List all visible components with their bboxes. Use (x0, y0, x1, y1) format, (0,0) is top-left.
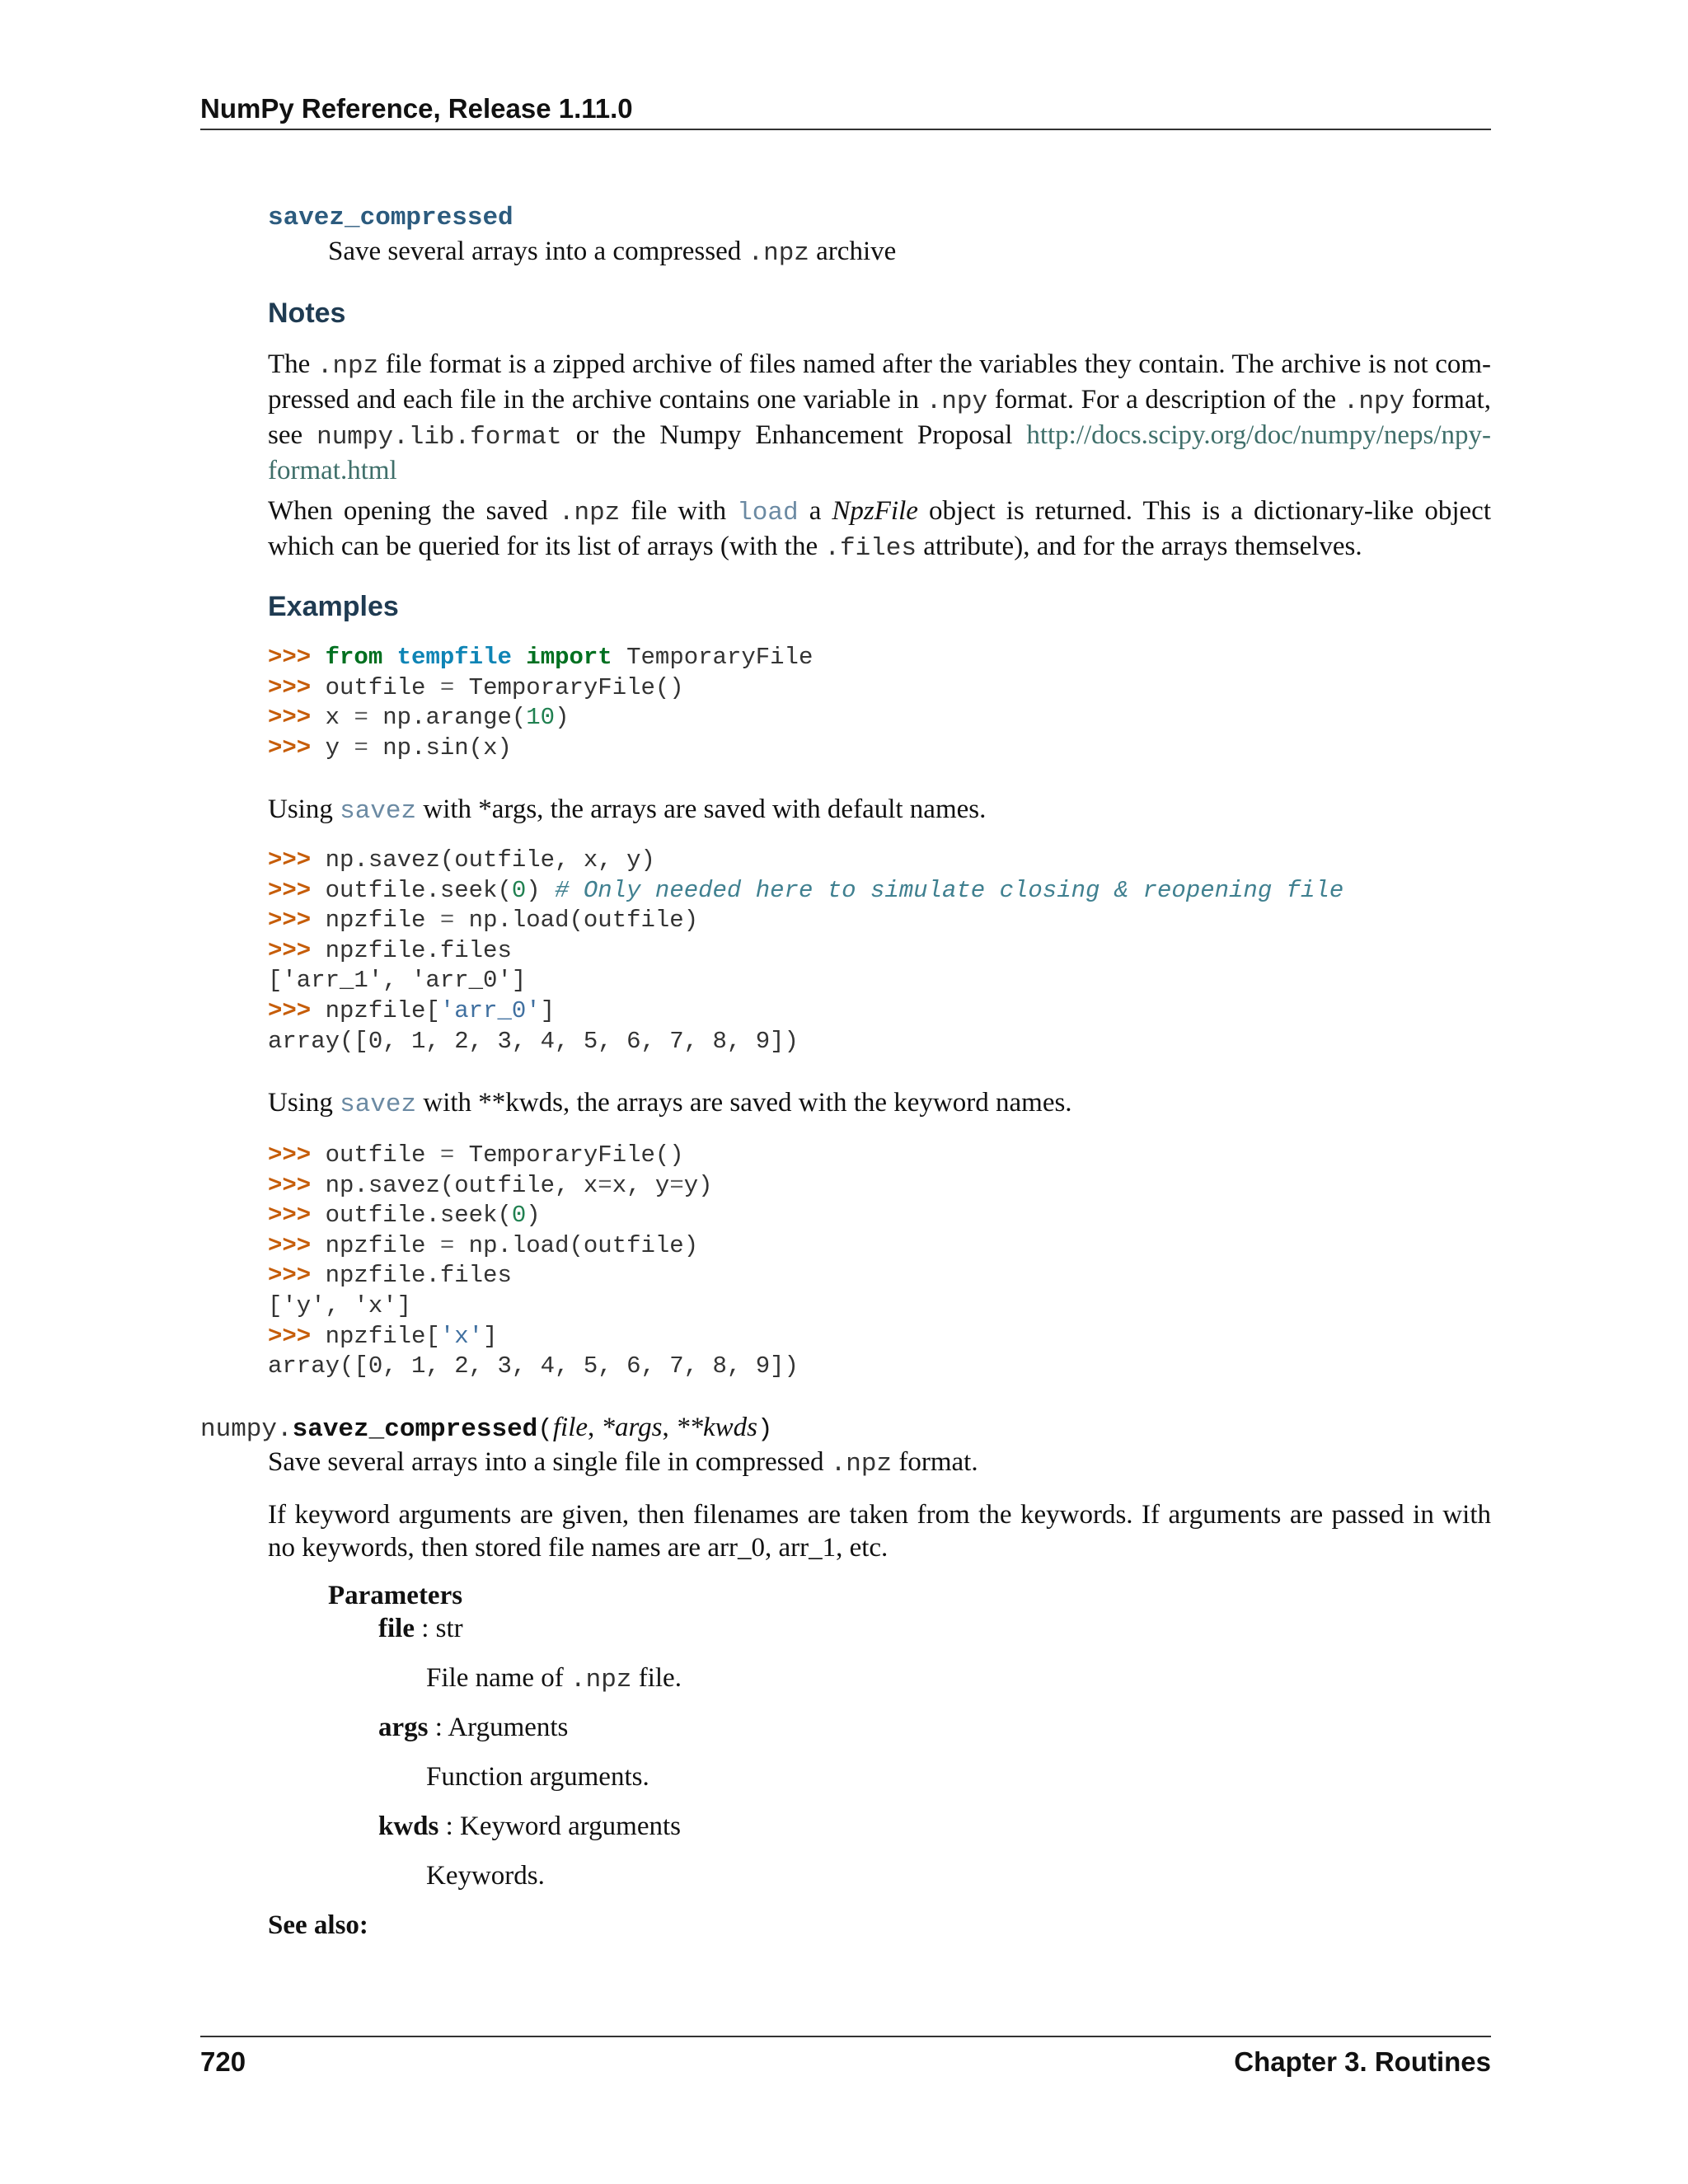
nep-link[interactable]: http://docs.scipy.org/doc/numpy/neps/npy-format.html (268, 420, 1492, 485)
notes-heading: Notes (268, 298, 346, 329)
examples-text-1: Using savez with *args, the arrays are saved with default names. (268, 794, 987, 826)
param-file-desc: File name of .npz file. (426, 1663, 682, 1694)
header-title: NumPy Reference, Release 1.11.0 (200, 93, 633, 124)
see-also-link-savez-compressed[interactable]: savez_compressed (268, 204, 513, 232)
param-args: args : Arguments (378, 1713, 569, 1742)
code-block-1: >>> from tempfile import TemporaryFile >>> outfile = TemporaryFile() >>> x = np.arange(10) >>> y = np.sin(x) (268, 644, 814, 762)
see-also-description: Save several arrays into a compressed .npz archive (328, 237, 897, 268)
running-header (200, 92, 1491, 130)
code-block-2: >>> np.savez(outfile, x, y) >>> outfile.seek(0) # Only needed here to simulate closing & reopening file >>> npzfile = np.load(outfile) >>> npzfile.files ['arr_1', 'arr_0'] >>> npzfile['arr_0'] array([0, 1, 2, 3, 4, 5, 6, 7, 8, 9]) (268, 846, 1344, 1055)
function-signature: numpy.savez_compressed(file, *args, **kwds) (200, 1413, 773, 1444)
savez-link-2[interactable]: savez (340, 1090, 417, 1119)
page-number: 720 (200, 2046, 246, 2077)
examples-text-2: Using savez with **kwds, the arrays are saved with the keyword names. (268, 1088, 1072, 1119)
param-kwds-desc: Keywords. (426, 1861, 545, 1891)
function-summary: Save several arrays into a single file in compressed .npz format. (268, 1447, 978, 1479)
load-link[interactable]: load (737, 499, 799, 527)
code-block-3: >>> outfile = TemporaryFile() >>> np.savez(outfile, x=x, y=y) >>> outfile.seek(0) >>> npzfile = np.load(outfile) >>> npzfile.files ['y', 'x'] >>> npzfile['x'] array([0, 1, 2, 3, 4, 5, 6, 7, 8, 9]) (268, 1141, 799, 1380)
examples-heading: Examples (268, 591, 399, 622)
param-args-desc: Function arguments. (426, 1762, 649, 1792)
param-kwds: kwds : Keyword arguments (378, 1811, 681, 1841)
parameters-title: Parameters (328, 1581, 463, 1610)
function-name: savez_compressed (292, 1415, 538, 1444)
running-footer (200, 2036, 1491, 2079)
notes-paragraph-2: When opening the saved .npz file with load a NpzFile object is returned. This is a dictionary-like object which can be queried for its list of arrays (with the .files attribute), and for the arrays themselves. (268, 496, 1491, 563)
param-file: file : str (378, 1614, 463, 1643)
see-also-heading: See also: (268, 1910, 368, 1940)
function-description: If keyword arguments are given, then filenames are taken from the keywords. If arguments are passed in with no keywords, then stored file names are arr_0, arr_1, etc. (268, 1500, 1491, 1563)
savez-link-1[interactable]: savez (340, 797, 417, 826)
see-also-entry (268, 199, 1491, 270)
chapter-title: Chapter 3. Routines (1234, 2046, 1491, 2077)
notes-paragraph-1: The .npz file format is a zipped archive of files named after the variables they contain. The archive is not com-pressed and each file in the archive contains one variable in .npy format. For a description of the .npy format, see numpy.lib.format or the Numpy Enhancement Proposal http://docs.scipy.org/doc/numpy/neps/npy-format.html (268, 349, 1492, 485)
